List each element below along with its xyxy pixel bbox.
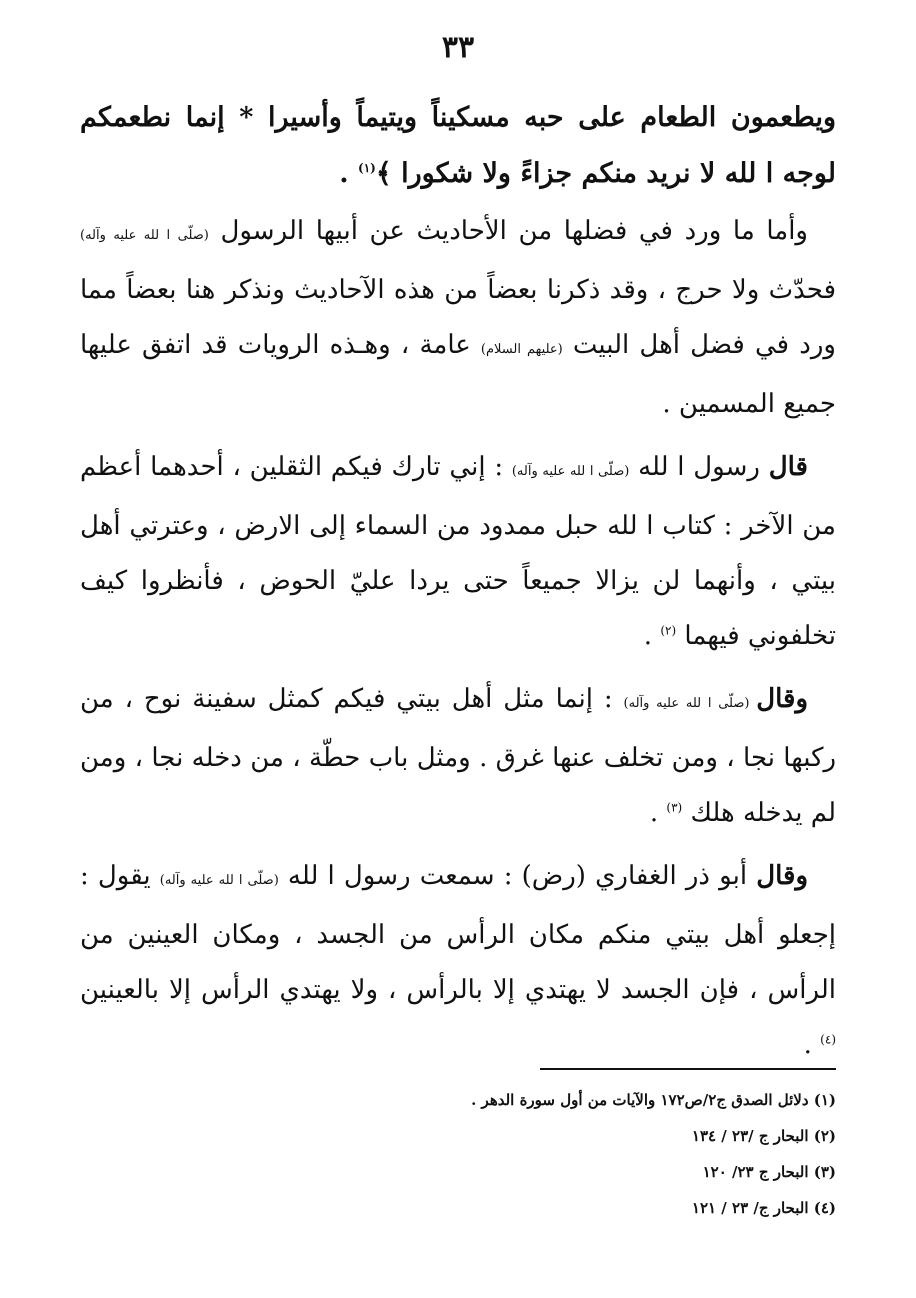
footnote-1: (١) دلائل الصدق ج٢/ص١٧٢ والآيات من أول سورة الدهر . — [471, 1091, 836, 1109]
paragraph-tail: . — [649, 798, 667, 828]
paragraph-tail: . — [339, 158, 359, 189]
footnote-divider — [540, 1068, 836, 1070]
footnote-3: (٣) البحار ج ٢٣/ ١٢٠ — [702, 1163, 836, 1181]
footnotes — [80, 1082, 836, 1226]
body-text — [80, 90, 836, 1081]
footnote-ref-1: (١) — [358, 161, 376, 175]
paragraph-text: : إنما مثل أهل بيتي فيكم كمثل سفينة نوح ، من ركبها نجا ، ومن تخلف عنها غرق . ومثل باب حطّة ، من دخله نجا ، ومن لم يدخله هلك — [80, 684, 836, 828]
paragraph-text: فحدّث ولا حرج ، وقد ذكرنا بعضاً من هذه الآحاديث ونذكر هنا بعضاً مما ورد في فضل أهل البيت — [80, 275, 836, 360]
quran-verse-text: ويطعمون الطعام على حبه مسكيناً ويتيماً وأسيرا * إنما نطعمكم لوجه ا لله لا نريد منكم جزاءً ولا شكورا ﴾ — [80, 102, 836, 189]
lead-word: وقال — [756, 861, 808, 891]
footnote-ref-2: (٢) — [660, 623, 677, 638]
honorific: (صلّى ا لله عليه وآله) — [80, 228, 209, 243]
honorific: (صلّى ا لله عليه وآله) — [511, 464, 630, 479]
paragraph-tail: . — [803, 1030, 821, 1060]
lead-word: وقال — [756, 684, 808, 714]
paragraph-text: عامة ، وهـذه الرويات قد اتفق عليها جميع المسمين . — [80, 330, 836, 419]
paragraph-hadith-abu-dharr — [80, 849, 836, 1073]
page-number: ٣٣ — [441, 30, 475, 65]
quran-verse-paragraph — [80, 90, 836, 202]
paragraph-text: أبو ذر الغفاري (رض) : سمعت رسول ا لله — [278, 861, 757, 891]
footnote-ref-3: (٣) — [666, 800, 683, 815]
paragraph-hadith-safina — [80, 672, 836, 841]
honorific: (صلّى ا لله عليه وآله) — [623, 696, 757, 711]
paragraph-text: رسول ا لله — [629, 452, 769, 482]
footnote-2: (٢) البحار ج /٢٣ / ١٣٤ — [691, 1127, 836, 1145]
footnote-ref-4: (٤) — [820, 1032, 836, 1047]
footnote-4: (٤) البحار ج/ ٢٣ / ١٢١ — [691, 1199, 836, 1217]
paragraph-text: : إني تارك فيكم الثقلين ، أحدهما أعظم من الآخر : كتاب ا لله حبل ممدود من السماء إلى الارض ، وعترتي أهل بيتي ، وأنهما لن يزالا جميعاً حتى يردا عليّ الحوض ، فأنظروا كيف تخلفوني فيهما — [80, 452, 836, 651]
paragraph-text: يقول : إجعلو أهل بيتي منكم مكان الرأس من الجسد ، ومكان العينين من الرأس ، فإن الجسد لا يهتدي إلا بالرأس ، ولا يهتدي الرأس إلا بالعينين — [80, 861, 836, 1005]
honorific: (عليهم السلام) — [480, 342, 563, 357]
paragraph-hadith-thaqalayn — [80, 440, 836, 664]
paragraph-hadith-intro — [80, 204, 836, 432]
lead-word: قال — [768, 452, 808, 482]
honorific: (صلّى ا لله عليه وآله) — [159, 873, 279, 888]
paragraph-tail: . — [643, 621, 661, 651]
paragraph-text: وأما ما ورد في فضلها من الأحاديث عن أبيها الرسول — [208, 216, 808, 246]
